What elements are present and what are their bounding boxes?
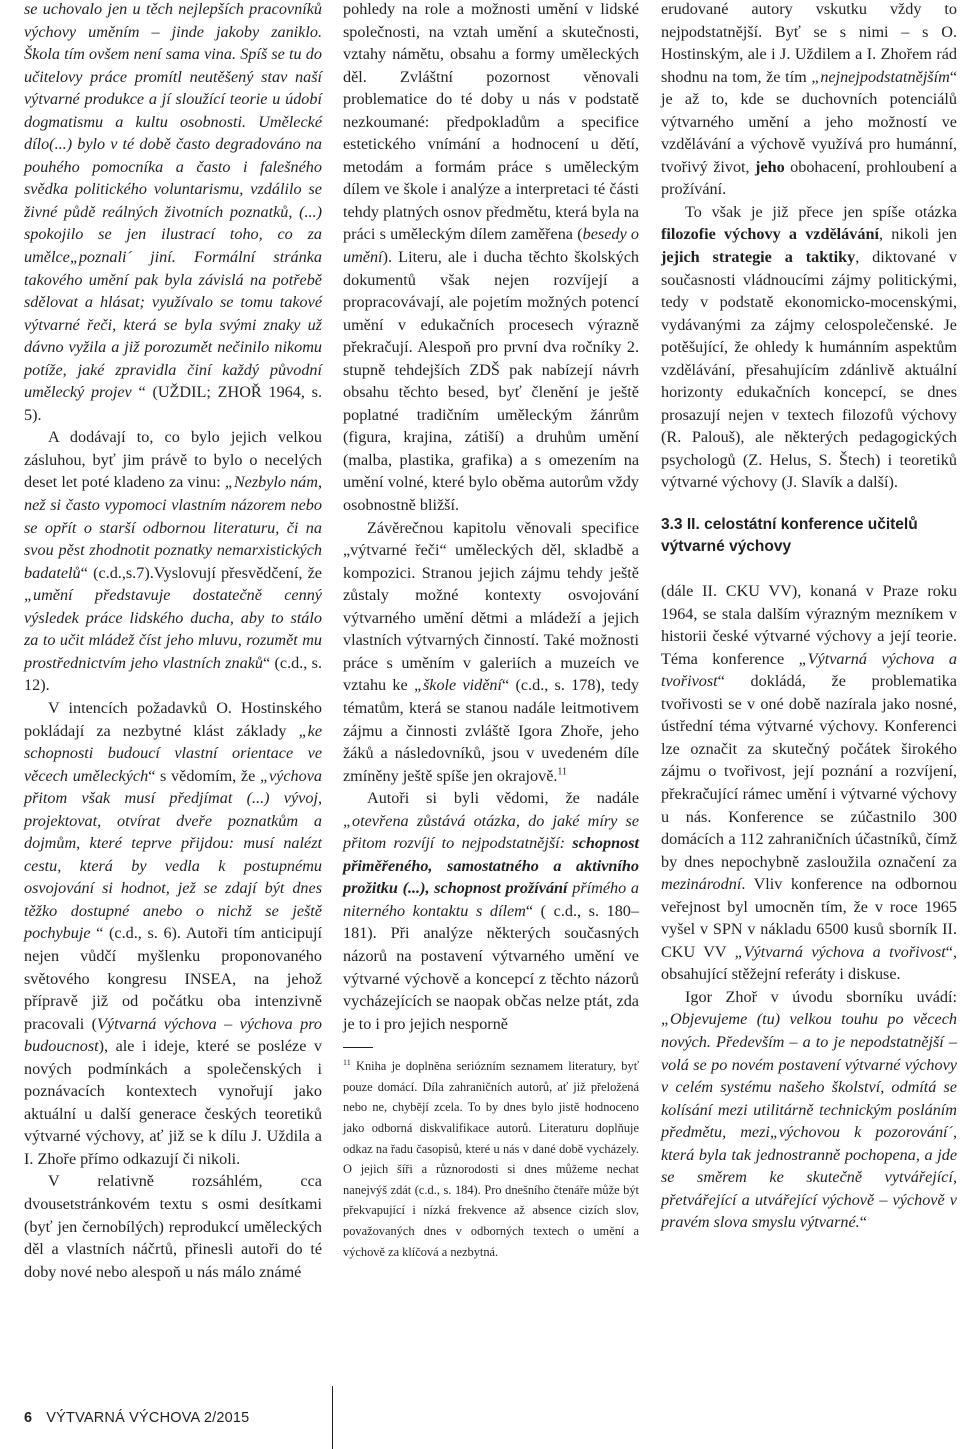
column-left bbox=[24, 0, 322, 1283]
column-right bbox=[661, 0, 957, 1234]
paragraph: pohledy na role a možnosti umění v lidské společnosti, na vztah umění a skutečnosti, vztahy námětu, obsahu a formy uměleckých děl. Zvláštní pozornost věnovali problematice do té doby u nás v podstatě nezkoumané: předpokladům a specifice estetického vnímání a hodnocení u dětí, metodám a formám práce s uměleckým dílem ve škole i analýze a interpretaci té části tehdy platných osnov předmětu, která byla na práci s uměleckým dílem zaměřena (besedy o umění). Literu, ale i ducha těchto školských dokumentů však nejen rozvíjejí a propracovávají, ale pojetím možných potencí umění v edukačních procesech výrazně překračují. Alespoň pro první dva ročníky 2. stupně tehdejších ZDŠ pak nabízejí návrh obsahu těchto besed, byť členění je ještě poplatné tradičním uměleckým žánrům (figura, krajina, zátiší) a druhům umění (malba, plastika, grafika) a s omezením na umění volné, které bylo oběma autorům vždy osobnostně bližší. bbox=[343, 0, 639, 515]
paragraph: V relativně rozsáhlém, cca dvousetstránkovém textu s osmi desítkami (byť jen černobílých) reprodukcí uměleckých děl a vlastních náčrtů, přinesli autoři do té doby nové nebo alespoň u nás málo známé bbox=[24, 1172, 322, 1281]
paragraph: To však je již přece jen spíše otázka filozofie výchovy a vzdělávání, nikoli jen jejich strategie a taktiky, diktované v současnosti vládnoucími zájmy politickými, tedy v podstatě ekonomicko-mocenskými, vydávanými za zájmy celospolečenské. Je potěšující, že ohledy k humánním aspektům vzdělávání, přesahujícím zdánlivě aktuální horizonty edukačních koncepcí, se dnes prosazují nejen v textech filozofů výchovy (R. Palouš), ale některých pedagogických psychologů (Z. Helus, S. Štech) i teoretiků výtvarné výchovy (J. Slavík a další). bbox=[661, 202, 957, 492]
paragraph: (dále II. CKU VV), konaná v Praze roku 1964, se stala dalším výrazným mezníkem v historii české výtvarné výchovy a její teorie. Téma konference „Výtvarná výchova a tvořivost“ dokládá, že problematika tvořivosti se v oné době nazírala jako nosné, ústřední téma výtvarné výchovy. Konferenci lze označit za skutečný počátek širokého zájmu o tvořivost, její poznání a rozvíjení, překračující rámec umění i výtvarné výchovy u nás. Konference se zúčastnilo 300 domácích a 112 zahraničních účastníků, čímž by dnes nepochybně zasloužila označení za mezinárodní. Vliv konference na odbornou veřejnost byl umocněn tím, že v roce 1965 vyšel v SPN v nákladu 6500 kusů sborník II. CKU VV „Výtvarná výchova a tvořivost“, obsahující stěžejní referáty i diskuse. bbox=[661, 582, 958, 984]
paragraph: Závěrečnou kapitolu věnovali specifice „výtvarné řeči“ uměleckých děl, skladbě a kompozici. Stranou jejich zájmu tehdy ještě zůstaly možné kontexty osvojování výtvarného umění dětmi a mládeží a jejich vlastních výtvarných činností. Také možnosti práce s uměním v galeriích a muzeích ve vztahu ke „škole vidění“ (c.d., s. 178), tedy tématům, která se stanou nadále leitmotivem zájmu a činnosti zvláště Igora Zhoře, jeho žáků a následovníků, jsou v uvedeném díle zmíněny ještě spíše jen okrajově.$^{11}$ bbox=[343, 518, 639, 785]
paragraph: A dodávají to, co bylo jejich velkou zásluhou, byť jim právě to bylo o necelých deset let poté kladeno za vinu: „Nezbylo nám, než si často vypomoci vlastním názorem nebo se opřít o starší odbornou literaturu, či na svou pěst zhodnotit poznatky nemarxistických badatelů“ (c.d.,s.7).Vyslovují přesvědčení, že „umění představuje dostatečně cenný výsledek práce lidského ducha, aby to stálo za to učit mládež číst jeho mluvu, rozumět mu prostřednictvím jeho vlastních znaků“ (c.d., s. 12). bbox=[24, 428, 323, 695]
footnote-divider bbox=[343, 1047, 373, 1048]
paragraph: se uchovalo jen u těch nejlepších pracovníků výchovy uměním – jinde jakoby zaniklo. Škola tím ovšem není sama vina. Spíš se tu do učitelovy práce promítl neutěšený stav naší výtvarné produkce a jí sloužící teorie u údobí dogmatismu a kultu osobnosti. Umělecké dílo(...) bylo v té době často degradováno na pouhého pomocníka a často i falešného svědka politického voluntarismu, vzdálilo se živné půdě reálných životních poznatků, (...) spokojilo se jen ilustrací toho, co za umělce„poznali´ jiní. Formální stránka takového umění pak byla závislá na potřebě sdělovat a hlásat; využívalo se tomu takové výtvarné řeči, která se byla svými znaky už dávno vyžila a již porozumět nečinilo nikomu potíže, jaké zpravidla činí každý původní umělecký projev “ (UŽDIL; ZHOŘ 1964, s. 5). bbox=[24, 0, 323, 424]
column-middle bbox=[343, 0, 639, 1262]
paragraph: Autoři si byli vědomi, že nadále „otevřena zůstává otázka, do jaké míry se přitom rozvíjí to nejpodstatnější: schopnost přiměřeného, samostatného a aktivního prožitku (...), schopnost prožívání přímého a niterného kontaktu s dílem“ ( c.d., s. 180–181). Při analýze některých současných názorů na postavení výtvarného umění ve výtvarné výchově a koncepcí z těchto názorů vycházejících se naopak občas nelze ptát, zda je to i pro jejich nesporně bbox=[343, 789, 639, 1033]
section-heading: 3.3 II. celostátní konference učitelů výtvarné výchovy bbox=[661, 516, 918, 556]
paragraph: erudované autory vskutku vždy to nejpodstatnější. Byť se s nimi – s O. Hostinským, ale i J. Uždilem a I. Zhořem rád shodnu na tom, že tím „nejnejpodstatnějším“ je až to, kde se duchovních potenciálů výtvarného umění a jeho možností ve vzdělávání a výchově využívá pro humánní, tvořivý život, jeho obohacení, prohloubení a prožívání. bbox=[661, 0, 957, 199]
paragraph: V intencích požadavků O. Hostinského pokládají za nezbytné klást základy „ke schopnosti budoucí vlastní orientace ve věcech uměleckých“ s vědomím, že „výchova přitom však musí předjímat (...) vývoj, projektovat, otvírat dveře poznatkům a dojmům, které teprve přijdou: musí nalézt cestu, která by vedla k postupnému osvojování si hodnot, jež se zdají být dnes těžko dostupné anebo o nichž se ještě pochybuje “ (c.d., s. 6). Autoři tím anticipují nejen vůdčí myšlenku proponovaného světového kongresu INSEA, na jehož přípravě již od počátku oba intenzivně pracovali (Výtvarná výchova – výchova pro budoucnost), ale i ideje, které se posléze v nových podmínkách a společenských i poznávacích kontextech vynořují jako aktuální u další generace českých teoretiků výtvarné výchovy, ať již se k dílu J. Uždila a I. Zhoře přímo odkazují či nikoli. bbox=[24, 698, 322, 1168]
footer-divider bbox=[332, 1386, 333, 1449]
footnote: $^{11}$ Kniha je doplněna seriózním seznamem literatury, byť pouze domácí. Díla zahraničních autorů, ať již přeložená nebo ne, chybějí zcela. To by dnes bylo jistě hodnoceno jako odborná diskvalifikace autorů. Literaturu doplňuje odkaz na řadu časopisů, které u nás v dané době vycházely. O jejich šíři a různorodosti si dnes můžeme nechat nanejvýš zdát (c.d., s. 184). Pro dnešního čtenáře může být překvapující i nízká frekvence až absence cizích slov, považovaných dnes v odborných textech o umění a výchově za klíčová a nezbytná. bbox=[343, 1058, 639, 1259]
paragraph: Igor Zhoř v úvodu sborníku uvádí: „Objevujeme (tu) velkou touhu po věcech nových. Především – a to je nepodstatnější – volá se po novém postavení výtvarné výchovy v celém systému našeho školství, odmítá se kolísání mezi utilitárně technickým posláním předmětu, mezi„výchovou k pozorování´, která byla tak jednostranně pochopena, a jde se směrem ke skutečně vytvářející, přetvářející a utvářející výchově – výchově v pravém slova smyslu výtvarné.“ bbox=[661, 987, 957, 1232]
journal-name: VÝTVARNÁ VÝCHOVA 2/2015 bbox=[46, 1410, 250, 1426]
page-footer bbox=[24, 1410, 249, 1426]
page-number: 6 bbox=[24, 1410, 33, 1426]
